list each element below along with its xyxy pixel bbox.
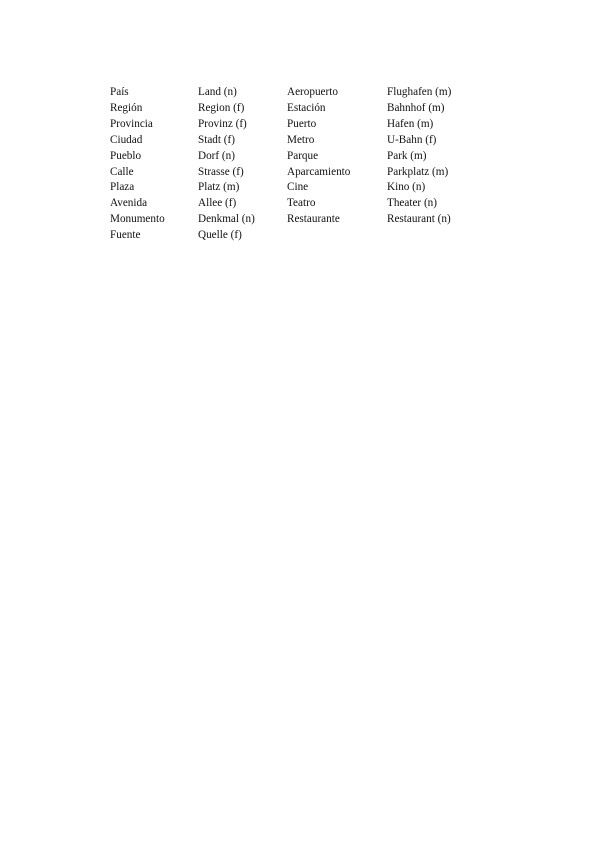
vocabulary-table	[110, 85, 477, 244]
german-term: Theater (n)	[387, 197, 437, 210]
spanish-term: Estación	[287, 101, 326, 114]
german-term: Park (m)	[387, 149, 427, 162]
spanish-term	[287, 228, 387, 244]
table-row	[110, 133, 477, 149]
german-term: Platz (m)	[198, 181, 240, 194]
spanish-term: Parque	[287, 149, 319, 162]
table-row	[110, 228, 477, 244]
table-row	[110, 180, 477, 196]
table-row	[110, 165, 477, 181]
spanish-term: Calle	[110, 165, 134, 178]
spanish-term: Provincia	[110, 117, 153, 130]
german-term	[387, 228, 477, 244]
german-term: Land (n)	[198, 86, 237, 98]
spanish-term: Cine	[287, 181, 309, 194]
spanish-term: Aparcamiento	[287, 165, 351, 178]
spanish-term: Ciudad	[110, 133, 143, 146]
table-row	[110, 212, 477, 228]
german-term: U-Bahn (f)	[387, 133, 437, 146]
german-term: Bahnhof (m)	[387, 101, 445, 114]
table-row	[110, 117, 477, 133]
table-row	[110, 196, 477, 212]
spanish-term: Monumento	[110, 213, 165, 226]
german-term: Allee (f)	[198, 197, 237, 210]
spanish-term: Restaurante	[287, 213, 340, 226]
german-term: Region (f)	[198, 101, 245, 114]
german-term: Restaurant (n)	[387, 213, 451, 226]
spanish-term: Metro	[287, 133, 315, 146]
spanish-term: Región	[110, 101, 143, 114]
table-row	[110, 101, 477, 117]
spanish-term: Puerto	[287, 117, 317, 130]
spanish-term: Aeropuerto	[287, 86, 338, 98]
table-row	[110, 85, 477, 101]
german-term: Hafen (m)	[387, 117, 434, 130]
german-term: Dorf (n)	[198, 149, 235, 162]
spanish-term: Plaza	[110, 181, 135, 194]
german-term: Denkmal (n)	[198, 213, 255, 226]
german-term: Parkplatz (m)	[387, 165, 449, 178]
spanish-term: Avenida	[110, 197, 148, 210]
german-term: Quelle (f)	[198, 229, 242, 242]
german-term: Strasse (f)	[198, 165, 244, 178]
german-term: Provinz (f)	[198, 117, 247, 130]
spanish-term: Pueblo	[110, 149, 142, 162]
spanish-term: Fuente	[110, 229, 141, 242]
german-term: Stadt (f)	[198, 133, 235, 146]
spanish-term: País	[110, 86, 129, 98]
table-row	[110, 149, 477, 165]
spanish-term: Teatro	[287, 197, 316, 210]
german-term: Flughafen (m)	[387, 86, 452, 98]
german-term: Kino (n)	[387, 181, 426, 194]
